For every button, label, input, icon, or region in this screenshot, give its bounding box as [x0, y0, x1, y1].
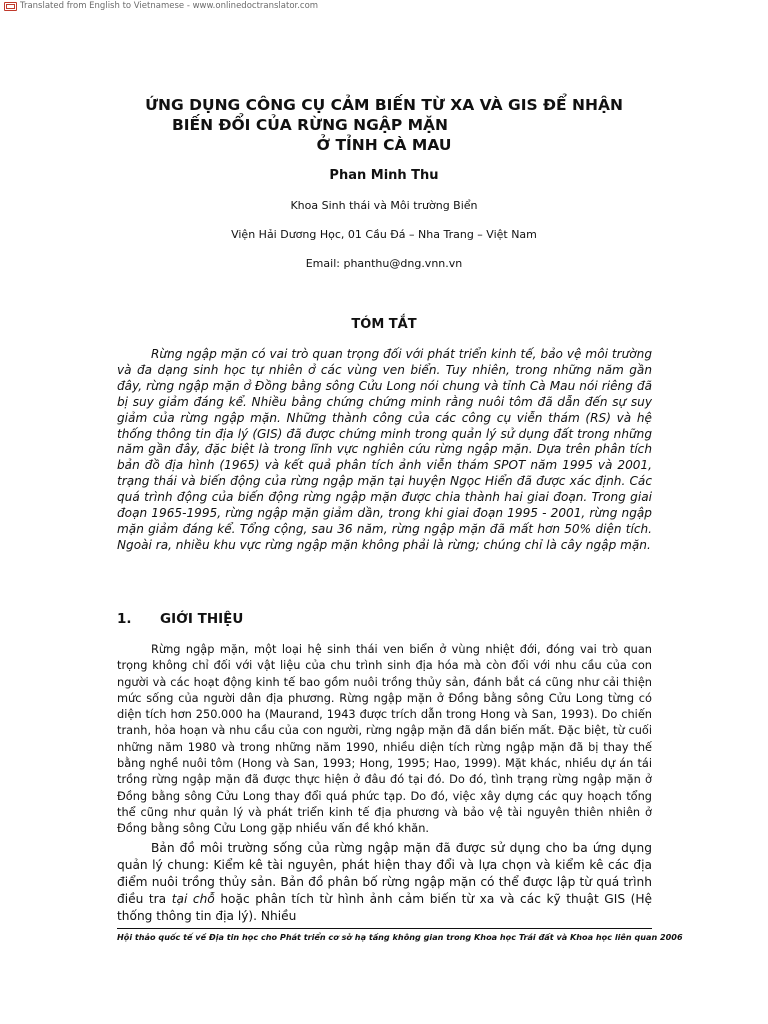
conference-footer: Hội thảo quốc tế về Địa tin học cho Phát triển cơ sở hạ tầng không gian trong Khoa học Trái đất và Khoa học liên quan 2006: [117, 932, 683, 942]
section-1-number: 1.: [117, 611, 132, 627]
affiliation-institute: Viện Hải Dương Học, 01 Cầu Đá – Nha Trang – Việt Nam: [231, 228, 537, 241]
translator-logo-icon: [4, 2, 17, 11]
affiliation-department: Khoa Sinh thái và Môi trường Biển: [290, 199, 478, 212]
section-1-paragraph-1: Rừng ngập mặn, một loại hệ sinh thái ven biển ở vùng nhiệt đới, đóng vai trò quan trọng không chỉ đối với vật liệu của chu trình sinh địa hóa mà còn đối với nhu cầu của con người và các hoạt động kinh tế bao gồm nuôi trồng thủy sản, đánh bắt cá cũng như cải thiện mức sống của người dân địa phương. Rừng ngập mặn ở Đồng bằng sông Cửu Long từng có diện tích hơn 250.000 ha (Maurand, 1943 được trích dẫn trong Hong và San, 1993). Do chiến tranh, hỏa hoạn và nhu cầu của con người, rừng ngập mặn đã dần biến mất. Đặc biệt, từ cuối những năm 1980 và trong những năm 1990, nhiều diện tích rừng ngập mặn đã bị thay thế bằng nghề nuôi tôm (Hong và San, 1993; Hong, 1995; Hao, 1999). Mặt khác, nhiều dự án tái trồng rừng ngập mặn đã được thực hiện ở đâu đó tại đó. Do đó, tình trạng rừng ngập mặn ở Đồng bằng sông Cửu Long thay đổi quá phức tạp. Do đó, việc xây dựng các quy hoạch tổng thể cũng như quản lý và phát triển kinh tế địa phương và bảo vệ tài nguyên thiên nhiên ở Đồng bằng sông Cửu Long gặp nhiều vấn đề khó khăn.: [117, 642, 652, 836]
section-1-paragraph-2: [117, 840, 652, 925]
footer-divider: [117, 928, 652, 929]
paragraph-2-italic-term: tại chỗ: [171, 892, 215, 906]
translator-banner-text[interactable]: Translated from English to Vietnamese - www.onlinedoctranslator.com: [20, 1, 319, 11]
author-email: Email: phanthu@dng.vnn.vn: [305, 257, 463, 270]
paper-title-line-2: BIẾN ĐỔI CỦA RỪNG NGẬP MẶN: [171, 116, 449, 134]
paper-title-line-1: ỨNG DỤNG CÔNG CỤ CẢM BIẾN TỪ XA VÀ GIS ĐỂ NHẬN: [145, 96, 623, 114]
section-1-title: GIỚI THIỆU: [160, 611, 244, 627]
paragraph-2-text-a: Bản đồ môi trường sống của rừng ngập mặn đã được sử dụng cho ba ứng dụng quản lý chung: Kiểm kê tài nguyên, phát hiện thay đổi và lựa chọn và kiểm kê các địa điểm nuôi trồng thủy sản. Bản đồ phân bố rừng ngập mặn có thể được lập từ quá trình điều tra: [117, 841, 652, 906]
author-name: Phan Minh Thu: [329, 168, 439, 183]
translator-banner[interactable]: [4, 0, 318, 12]
abstract-text: Rừng ngập mặn có vai trò quan trọng đối với phát triển kinh tế, bảo vệ môi trường và đa dạng sinh học tự nhiên ở các vùng ven biển. Tuy nhiên, trong những năm gần đây, rừng ngập mặn ở Đồng bằng sông Cửu Long nói chung và tỉnh Cà Mau nói riêng đã bị suy giảm đáng kể. Nhiều bằng chứng chứng minh rằng nuôi tôm đã dẫn đến sự suy giảm của rừng ngập mặn. Những thành công của các công cụ viễn thám (RS) và hệ thống thông tin địa lý (GIS) đã được chứng minh trong quản lý sử dụng đất trong những năm gần đây, đặc biệt là trong lĩnh vực nghiên cứu rừng ngập mặn. Dựa trên phân tích bản đồ địa hình (1965) và kết quả phân tích ảnh viễn thám SPOT năm 1995 và 2001, trạng thái và biến động của rừng ngập mặn tại huyện Ngọc Hiển đã được xác định. Các quá trình động của biến động rừng ngập mặn được chia thành hai giai đoạn. Trong giai đoạn 1965-1995, rừng ngập mặn giảm dần, trong khi giai đoạn 1995 - 2001, rừng ngập mặn giảm đáng kể. Tổng cộng, sau 36 năm, rừng ngập mặn đã mất hơn 50% diện tích. Ngoài ra, nhiều khu vực rừng ngập mặn không phải là rừng; chúng chỉ là cây ngập mặn.: [117, 347, 652, 552]
paragraph-2-text-b: hoặc phân tích từ hình ảnh cảm biến từ xa và các kỹ thuật GIS (Hệ thống thông tin địa lý). Nhiều: [117, 892, 653, 923]
abstract-heading: TÓM TẮT: [351, 317, 417, 332]
section-1-heading: [117, 611, 243, 627]
paper-title-line-3: Ở TỈNH CÀ MAU: [316, 136, 452, 154]
